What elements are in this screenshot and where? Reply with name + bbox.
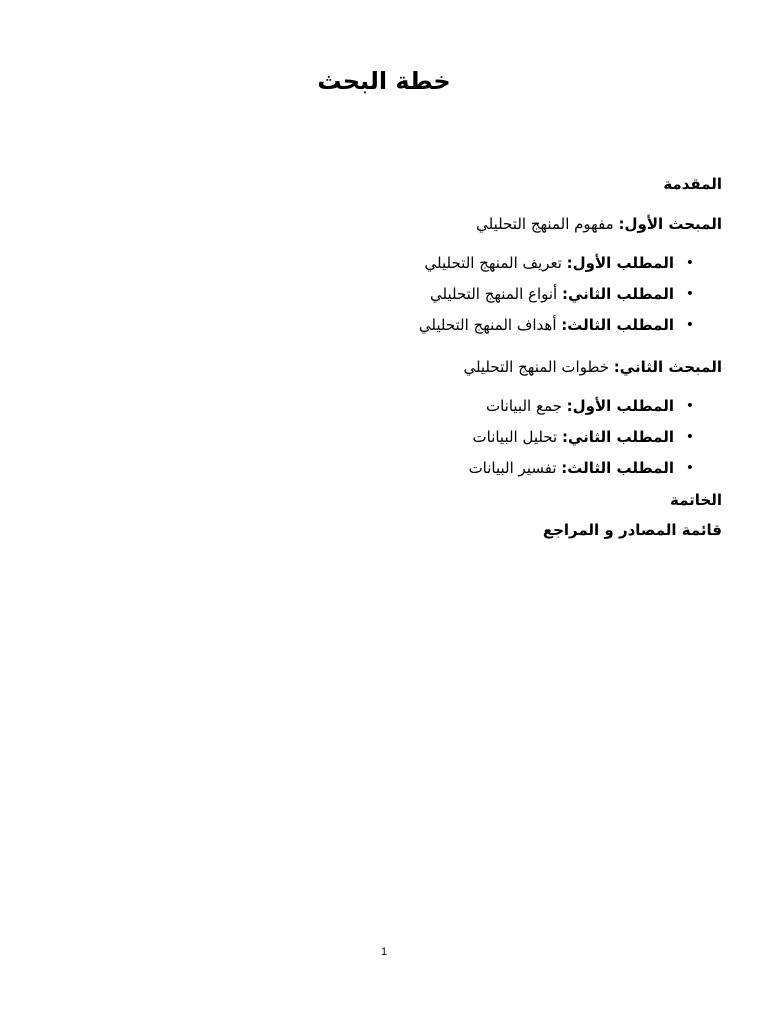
list-item [46,453,694,484]
list-item [46,391,694,422]
conclusion-heading: الخاتمة [669,491,722,509]
page-title: خطة البحث [317,67,451,95]
section-2-text: خطوات المنهج التحليلي [463,358,614,376]
bullet-icon: • [685,429,694,445]
item-label: المطلب الثاني: [561,428,674,446]
item-text: جمع البيانات [485,397,567,415]
list-item [46,248,694,279]
item-text: تعريف المنهج التحليلي [424,254,567,272]
section-2-heading [46,353,722,381]
list-item [46,279,694,310]
item-label: المطلب الأول: [566,254,674,272]
section-1-list [46,248,722,341]
bullet-icon: • [685,317,694,333]
introduction-heading: المقدمة [663,175,722,193]
item-text: أنواع المنهج التحليلي [430,285,562,303]
list-item [46,422,694,453]
bullet-icon: • [685,398,694,414]
item-text: أهداف المنهج التحليلي [418,316,562,334]
section-1-label: المبحث الأول: [618,215,722,233]
section-1-text: مفهوم المنهج التحليلي [476,215,619,233]
item-label: المطلب الأول: [566,397,674,415]
section-1-heading [46,210,722,238]
section-2-list [46,391,722,484]
bullet-icon: • [685,286,694,302]
section-2-label: المبحث الثاني: [613,358,722,376]
document-body [46,170,722,544]
item-text: تحليل البيانات [472,428,562,446]
bullet-icon: • [685,460,694,476]
item-text: تفسير البيانات [468,459,562,477]
item-label: المطلب الثالث: [561,459,674,477]
list-item [46,310,694,341]
bullet-icon: • [685,255,694,271]
page-number: 1 [380,946,388,958]
references-heading: قائمة المصادر و المراجع [542,521,722,539]
item-label: المطلب الثاني: [561,285,674,303]
item-label: المطلب الثالث: [561,316,674,334]
